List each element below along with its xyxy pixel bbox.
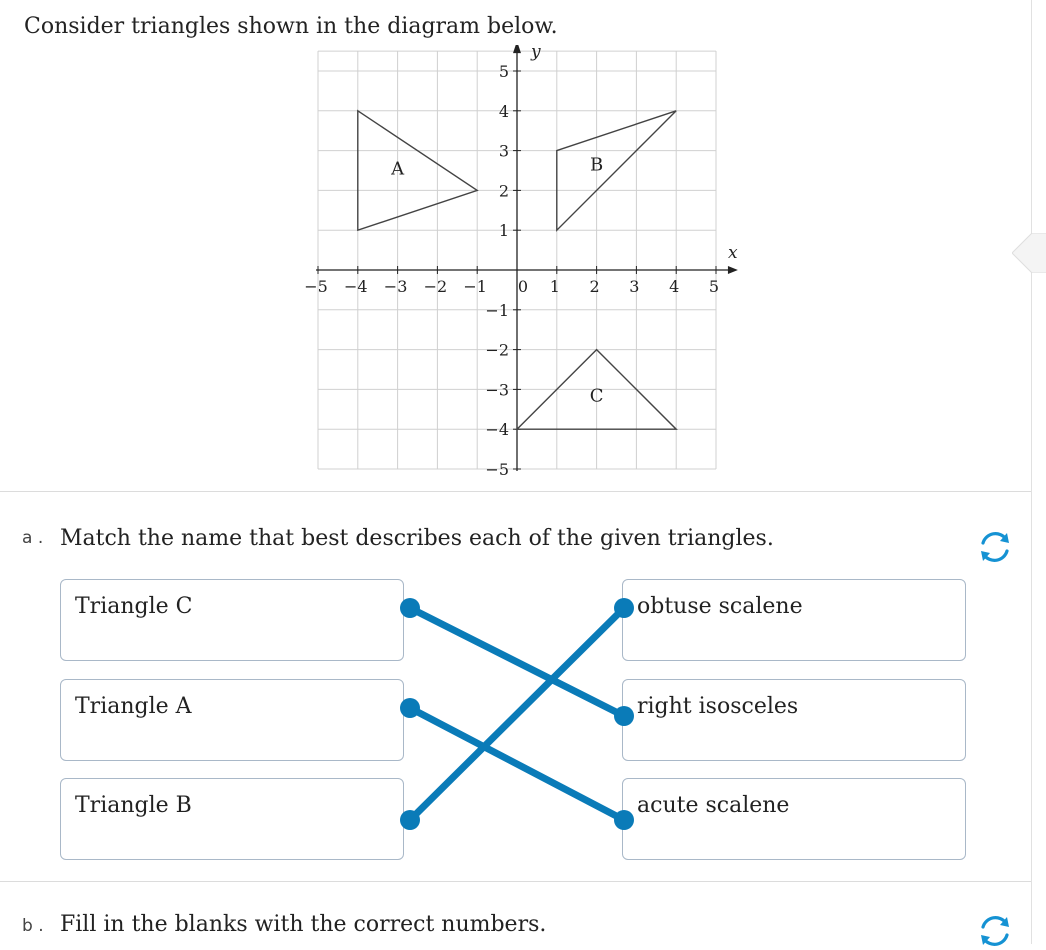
match-right-label: acute scalene — [637, 793, 790, 818]
y-tick-label: 5 — [498, 62, 509, 81]
match-line — [410, 608, 624, 716]
x-tick-label: −3 — [383, 277, 408, 296]
match-line — [410, 608, 624, 820]
match-left-label: Triangle C — [75, 594, 193, 619]
x-tick-label: 1 — [549, 277, 560, 296]
x-axis-arrow — [728, 266, 738, 274]
x-tick-label: −5 — [304, 277, 328, 296]
match-line — [410, 708, 624, 820]
y-tick-label: 4 — [498, 101, 509, 121]
section-divider — [0, 491, 1031, 492]
match-left-triangle-c[interactable] — [60, 579, 404, 661]
match-right-right-isosceles[interactable] — [622, 679, 966, 761]
match-right-acute-scalene[interactable] — [622, 778, 966, 860]
triangle-b — [557, 111, 676, 230]
triangle-a — [358, 111, 477, 230]
section-divider — [0, 881, 1031, 882]
triangle-label-c: C — [589, 385, 604, 407]
y-tick-label: −4 — [485, 420, 509, 440]
y-tick-label: 2 — [498, 181, 509, 201]
x-tick-label: −1 — [463, 277, 487, 296]
part-b-marker: b . — [22, 916, 44, 936]
match-left-label: Triangle A — [75, 694, 192, 719]
match-left-triangle-b[interactable] — [60, 778, 404, 860]
triangle-label-b: B — [589, 154, 604, 176]
coordinate-graph — [300, 45, 760, 475]
y-tick-label: −5 — [485, 460, 509, 475]
refresh-icon[interactable] — [976, 528, 1014, 566]
x-tick-label: 3 — [629, 277, 640, 296]
y-tick-label: −3 — [485, 380, 509, 400]
y-tick-label: −2 — [485, 340, 509, 360]
x-tick-label: 0 — [517, 277, 529, 296]
right-panel-divider — [1031, 0, 1032, 944]
match-right-label: right isosceles — [637, 694, 799, 719]
x-tick-label: −4 — [344, 277, 368, 296]
match-left-label: Triangle B — [75, 793, 192, 818]
question-title: Consider triangles shown in the diagram below. — [24, 14, 558, 39]
match-right-label: obtuse scalene — [637, 594, 803, 619]
y-tick-label: 3 — [498, 141, 509, 161]
triangle-label-a: A — [391, 158, 405, 180]
x-tick-label: 4 — [669, 277, 680, 296]
part-b-instruction: Fill in the blanks with the correct numbers. — [60, 912, 547, 937]
x-tick-label: −2 — [423, 277, 448, 296]
part-a-marker: a . — [22, 528, 44, 548]
y-tick-label: −1 — [485, 300, 509, 320]
x-axis-label: x — [727, 243, 738, 263]
match-left-triangle-a[interactable] — [60, 679, 404, 761]
refresh-icon[interactable] — [976, 912, 1014, 950]
x-tick-label: 2 — [589, 277, 600, 296]
match-right-obtuse-scalene[interactable] — [622, 579, 966, 661]
y-axis-label: y — [531, 45, 541, 63]
part-a-instruction: Match the name that best describes each of the given triangles. — [60, 526, 774, 551]
y-tick-label: 1 — [498, 221, 509, 241]
y-axis-arrow — [513, 45, 521, 53]
x-tick-label: 5 — [708, 277, 720, 296]
side-panel-toggle[interactable] — [1012, 233, 1046, 273]
